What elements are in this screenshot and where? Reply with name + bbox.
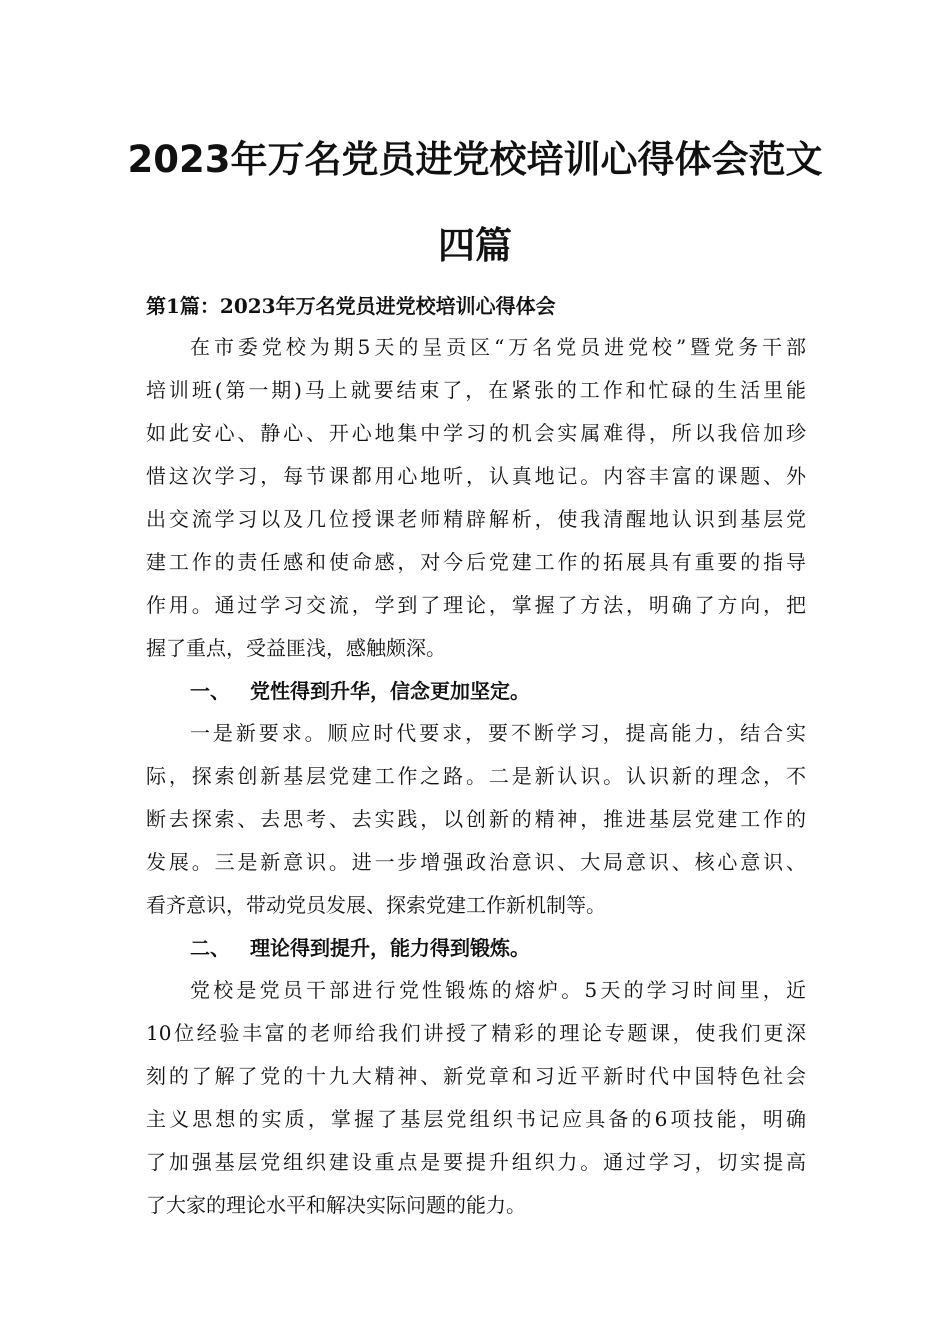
article-subheading: 第1篇：2023年万名党员进党校培训心得体会 (146, 294, 556, 318)
paragraph-line: 在市委党校为期5天的呈贡区“万名党员进党校”暨党务干部 (190, 335, 806, 359)
paragraph-line: 培训班(第一期)马上就要结束了，在紧张的工作和忙碌的生活里能 (146, 378, 806, 402)
paragraph-line: 出交流学习以及几位授课老师精辟解析，使我清醒地认识到基层党 (146, 507, 806, 531)
paragraph-line: 建工作的责任感和使命感，对今后党建工作的拓展具有重要的指导 (146, 550, 806, 574)
section-heading-2 (190, 927, 530, 970)
section-heading-number: 二、 (190, 936, 230, 960)
paragraph-line: 发展。三是新意识。进一步增强政治意识、大局意识、核心意识、 (146, 850, 806, 874)
paragraph-line: 惜这次学习，每节课都用心地听，认真地记。内容丰富的课题、外 (146, 464, 806, 488)
section-heading-text: 理论得到提升，能力得到锻炼。 (250, 936, 530, 960)
paragraph-line: 握了重点，受益匪浅，感触颇深。 (146, 636, 446, 660)
paragraph-line: 党校是党员干部进行党性锻炼的熔炉。5天的学习时间里，近 (190, 978, 806, 1002)
section-heading-number: 一、 (190, 679, 230, 703)
paragraph-line: 断去探索、去思考、去实践，以创新的精神，推进基层党建工作的 (146, 807, 806, 831)
document-title-line-2: 四篇 (438, 224, 512, 267)
paragraph-3 (146, 969, 806, 1227)
paragraph-line: 际，探索创新基层党建工作之路。二是新认识。认识新的理念，不 (146, 764, 806, 788)
paragraph-line: 作用。通过学习交流，学到了理论，掌握了方法，明确了方向，把 (146, 593, 806, 617)
section-heading-1 (190, 670, 530, 713)
paragraph-1 (146, 326, 806, 670)
paragraph-line: 了大家的理论水平和解决实际问题的能力。 (146, 1193, 526, 1217)
paragraph-line: 看齐意识，带动党员发展、探索党建工作新机制等。 (146, 893, 606, 917)
paragraph-2 (146, 712, 806, 927)
paragraph-line: 了加强基层党组织建设重点是要提升组织力。通过学习，切实提高 (146, 1150, 806, 1174)
section-heading-text: 党性得到升华，信念更加坚定。 (250, 679, 530, 703)
paragraph-line: 如此安心、静心、开心地集中学习的机会实属难得，所以我倍加珍 (146, 421, 806, 445)
document-title-line-1: 2023年万名党员进党校培训心得体会范文 (127, 138, 823, 181)
paragraph-line: 主义思想的实质，掌握了基层党组织书记应具备的6项技能，明确 (146, 1107, 806, 1131)
paragraph-line: 刻的了解了党的十九大精神、新党章和习近平新时代中国特色社会 (146, 1064, 806, 1088)
paragraph-line: 10位经验丰富的老师给我们讲授了精彩的理论专题课，使我们更深 (146, 1021, 806, 1045)
paragraph-line: 一是新要求。顺应时代要求，要不断学习，提高能力，结合实 (190, 721, 806, 745)
